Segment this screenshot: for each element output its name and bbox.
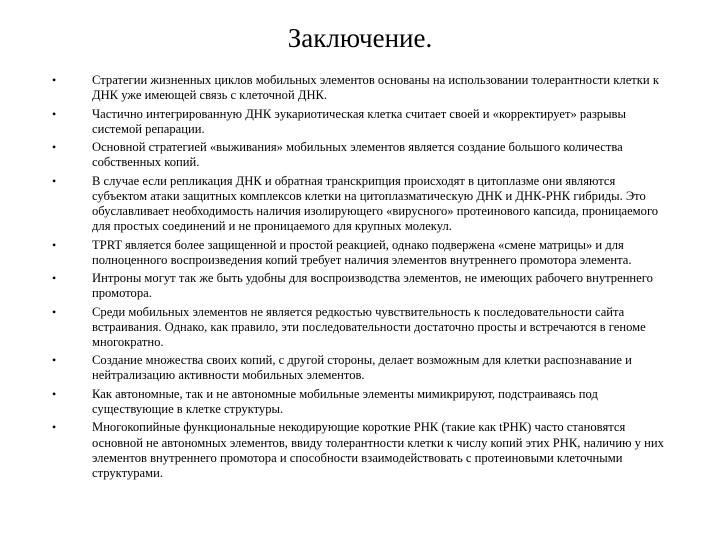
bullet-list [52, 73, 664, 484]
bullet-item [52, 353, 664, 383]
bullet-item [52, 107, 664, 137]
bullet-text: TPRT является более защищенной и простой реакцией, однако подвержена «смене матрицы» и для полноценного воспроизведения копий требует наличия элементов внутреннего промотора элемента. [92, 237, 632, 267]
bullet-text: Среди мобильных элементов не является редкостью чувствительность к последовательности сайта встраивания. Однако, как правило, эти последовательности достаточно просты и встречаются в геноме многократно. [92, 304, 646, 349]
bullet-icon: • [52, 420, 57, 435]
bullet-item [52, 73, 664, 103]
bullet-text: Основной стратегией «выживания» мобильных элементов является создание большого количества собственных копий. [92, 140, 623, 170]
bullet-icon: • [52, 304, 57, 319]
bullet-item [52, 174, 664, 234]
bullet-text: Создание множества своих копий, с другой стороны, делает возможным для клетки распознавание и нейтрализацию активности мобильных элементов. [92, 353, 632, 383]
bullet-icon: • [52, 353, 57, 368]
bullet-icon: • [52, 237, 57, 252]
bullet-text: В случае если репликация ДНК и обратная транскрипция происходят в цитоплазме они являются субъектом атаки защитных комплексов клетки на цитоплазматическую ДНК и ДНК-РНК гибриды. Это обуславливает необходимость наличия изолирующего «вирусного» протеинового капсида, проницаемого для простых соединений и не проницаемого для крупных молекул. [92, 173, 659, 234]
bullet-text: Частично интегрированную ДНК эукариотическая клетка считает своей и «корректирует» разрывы системой репарации. [92, 106, 626, 136]
bullet-item [52, 305, 664, 350]
slide-title: Заключение. [287, 23, 433, 53]
bullet-icon: • [52, 73, 57, 87]
bullet-icon: • [52, 386, 57, 401]
bullet-text: Интроны могут так же быть удобны для воспроизводства элементов, не имеющих рабочего внутреннего промотора. [92, 271, 653, 301]
bullet-text: Многокопийные функциональные некодирующие короткие РНК (такие как tРНК) часто становятся основной не автономных элементов, ввиду толерантности клетки к числу копий этих РНК, наличию у них элементов внутреннего промотора и способности взаимодействовать с протеиновыми клеточными структурами. [92, 420, 664, 480]
bullet-text: Как автономные, так и не автономные мобильные элементы мимикрируют, подстраиваясь под существующие в клетке структуры. [92, 386, 598, 416]
bullet-text: Стратегии жизненных циклов мобильных элементов основаны на использовании толерантности клетки к ДНК уже имеющей связь с клеточной ДНК. [92, 73, 659, 103]
bullet-item [52, 140, 664, 170]
bullet-item [52, 387, 664, 417]
bullet-icon: • [52, 173, 57, 188]
bullet-icon: • [52, 140, 57, 155]
bullet-item [52, 238, 664, 268]
bullet-icon: • [52, 271, 57, 286]
bullet-icon: • [52, 106, 57, 121]
bullet-item [52, 271, 664, 301]
bullet-item [52, 420, 664, 480]
